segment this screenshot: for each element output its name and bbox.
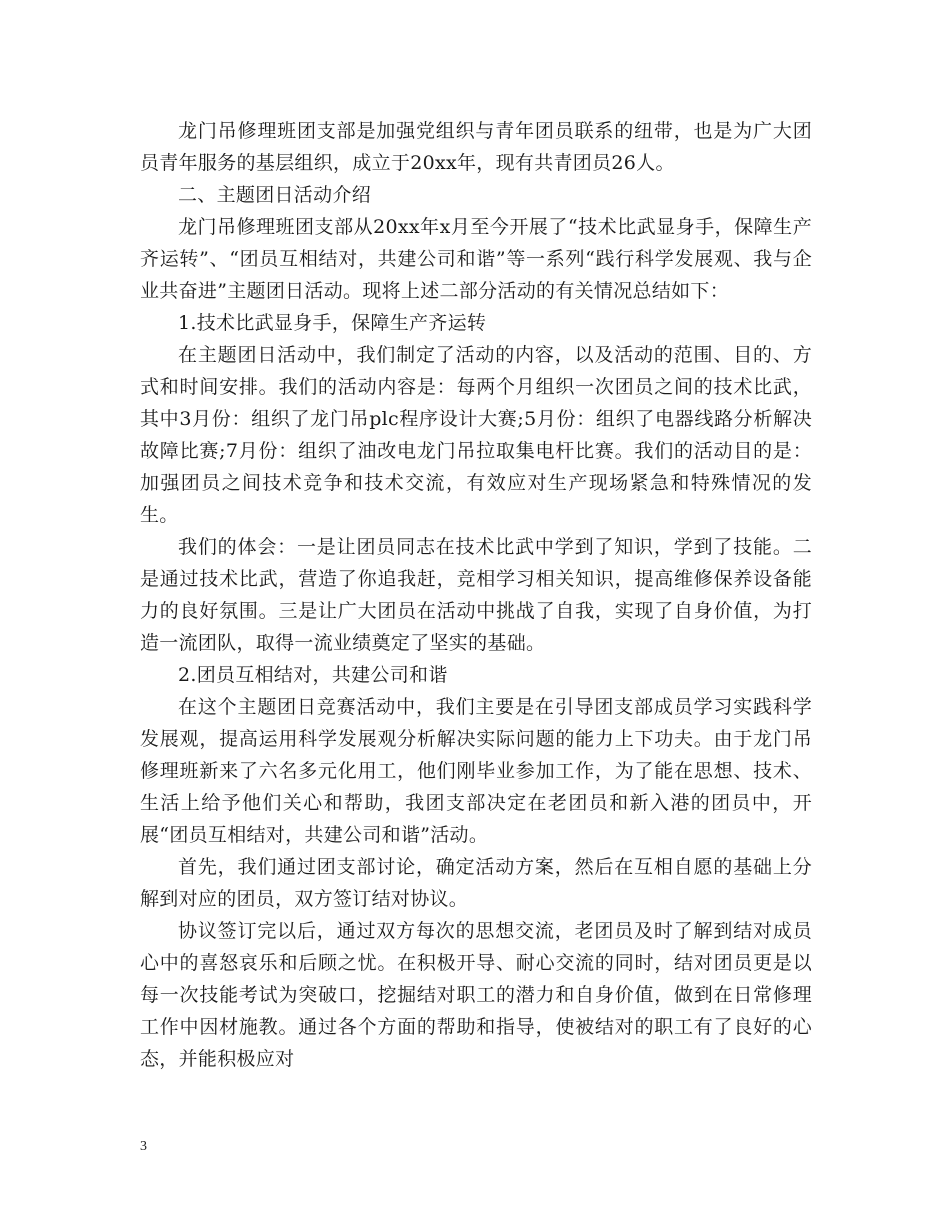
page-number: 3 — [140, 1139, 147, 1154]
paragraph-first-step: 首先，我们通过团支部讨论，确定活动方案，然后在互相自愿的基础上分解到对应的团员，双方签订结对协议。 — [140, 856, 812, 910]
paragraph-intro: 龙门吊修理班团支部是加强党组织与青年团员联系的纽带，也是为广大团员青年服务的基层组织，成立于20xx年，现有共青团员26人。 — [140, 120, 812, 174]
paragraph-experience: 我们的体会：一是让团员同志在技术比武中学到了知识，学到了技能。二是通过技术比武，营造了你追我赶，竞相学习相关知识，提高维修保养设备能力的良好氛围。三是让广大团员在活动中挑战了自我，实现了自身价值，为打造一流团队，取得一流业绩奠定了坚实的基础。 — [140, 536, 812, 654]
document-body — [140, 115, 812, 1075]
paragraph-tech-competition: 在主题团日活动中，我们制定了活动的内容，以及活动的范围、目的、方式和时间安排。我们的活动内容是：每两个月组织一次团员之间的技术比武，其中3月份：组织了龙门吊plc程序设计大赛;5月份：组织了电器线路分析解决故障比赛;7月份：组织了油改电龙门吊拉取集电杆比赛。我们的活动目的是：加强团员之间技术竞争和技术交流，有效应对生产现场紧急和特殊情况的发生。 — [140, 344, 812, 526]
subheading-pairing: 2.团员互相结对，共建公司和谐 — [178, 664, 448, 686]
paragraph-after-agreement: 协议签订完以后，通过双方每次的思想交流，老团员及时了解到结对成员心中的喜怒哀乐和后顾之忧。在积极开导、耐心交流的同时，结对团员更是以每一次技能考试为突破口，挖掘结对职工的潜力和自身价值，做到在日常修理工作中因材施教。通过各个方面的帮助和指导，使被结对的职工有了良好的心态，并能积极应对 — [140, 920, 812, 1070]
paragraph-activities-overview: 龙门吊修理班团支部从20xx年x月至今开展了“技术比武显身手，保障生产齐运转”、“团员互相结对，共建公司和谐”等一系列“践行科学发展观、我与企业共奋进”主题团日活动。现将上述二部分活动的有关情况总结如下： — [140, 216, 812, 302]
subheading-tech-competition: 1.技术比武显身手，保障生产齐运转 — [178, 312, 487, 334]
paragraph-pairing: 在这个主题团日竞赛活动中，我们主要是在引导团支部成员学习实践科学发展观，提高运用科学发展观分析解决实际问题的能力上下功夫。由于龙门吊修理班新来了六名多元化用工，他们刚毕业参加工作，为了能在思想、技术、生活上给予他们关心和帮助，我团支部决定在老团员和新入港的团员中，开展“团员互相结对，共建公司和谐”活动。 — [140, 696, 812, 846]
section-heading-activities: 二、主题团日活动介绍 — [178, 184, 372, 206]
